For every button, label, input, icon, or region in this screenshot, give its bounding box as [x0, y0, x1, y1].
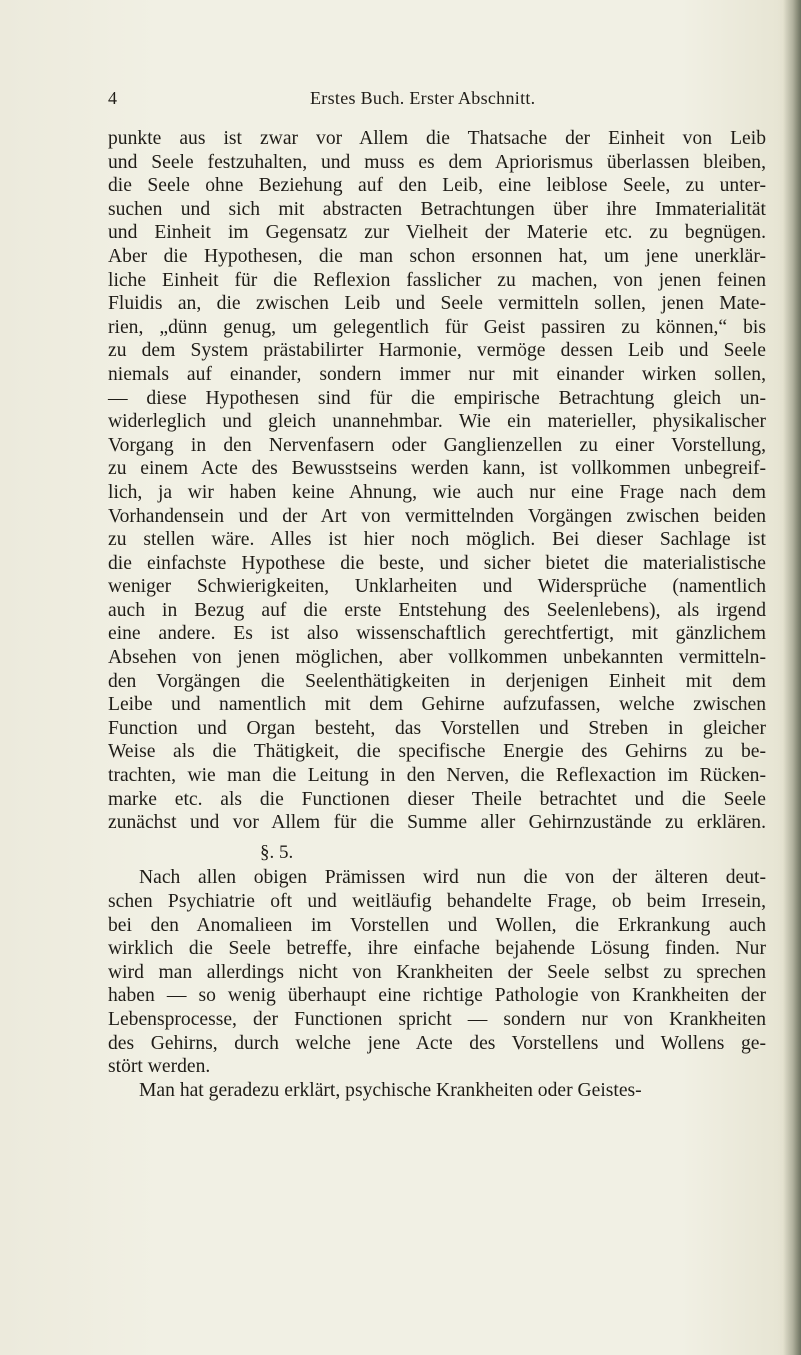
text-line: schen Psychiatrie oft und weitläufig behandelte Frage, ob beim Irresein,: [108, 891, 766, 912]
text-line: liche Einheit für die Reflexion fasslicher zu machen, von jenen feinen: [108, 269, 766, 291]
text-line: Lebensprocesse, der Functionen spricht — sondern nur von Krankheiten: [108, 1008, 766, 1030]
text-line: und Einheit im Gegensatz zur Vielheit der Materie etc. zu begnügen.: [108, 222, 766, 244]
page-edge-shadow: [783, 0, 801, 1355]
text-line: wirklich die Seele betreffe, ihre einfache bejahende Lösung finden. Nur: [108, 938, 766, 960]
text-line: des Gehirns, durch welche jene Acte des Vorstellens und Wollens ge-: [108, 1032, 766, 1054]
text-line: den Vorgängen die Seelenthätigkeiten in derjenigen Einheit mit dem: [108, 670, 766, 692]
running-header: [0, 88, 801, 112]
text-line: — diese Hypothesen sind für die empirische Betrachtung gleich un-: [108, 387, 766, 409]
text-line: stört werden.: [108, 1056, 211, 1078]
text-line: rien, „dünn genug, um gelegentlich für Geist passiren zu können,“ bis: [108, 316, 766, 338]
text-line: bei den Anomalieen im Vorstellen und Wollen, die Erkrankung auch: [108, 914, 766, 936]
text-line: eine andere. Es ist also wissenschaftlich gerechtfertigt, mit gänzlichem: [108, 623, 766, 645]
text-line: Function und Organ besteht, das Vorstellen und Streben in gleicher: [108, 717, 766, 739]
text-line: trachten, wie man die Leitung in den Nerven, die Reflexaction im Rücken-: [108, 765, 766, 787]
text-line: suchen und sich mit abstracten Betrachtungen über ihre Immaterialität: [108, 198, 766, 220]
text-line: punkte aus ist zwar vor Allem die Thatsache der Einheit von Leib: [108, 128, 766, 149]
text-line: weniger Schwierigkeiten, Unklarheiten und Widersprüche (namentlich: [108, 576, 766, 598]
text-line: die einfachste Hypothese die beste, und sicher bietet die materialistische: [108, 552, 766, 574]
text-line: die Seele ohne Beziehung auf den Leib, eine leiblose Seele, zu unter-: [108, 175, 766, 197]
text-line: Absehen von jenen möglichen, aber vollkommen unbekannten vermitteln-: [108, 647, 766, 669]
main-text: [108, 127, 766, 1102]
text-line: zu dem System prästabilirter Harmonie, vermöge dessen Leib und Seele: [108, 340, 766, 362]
text-line: Leibe und namentlich mit dem Gehirne aufzufassen, welche zwischen: [108, 694, 766, 716]
text-line: zunächst und vor Allem für die Summe aller Gehirnzustände zu erklären.: [108, 812, 766, 834]
text-line: widerleglich und gleich unannehmbar. Wie ein materieller, physikalischer: [108, 411, 766, 433]
text-line: wird man allerdings nicht von Krankheiten der Seele selbst zu sprechen: [108, 961, 766, 983]
page-number: 4: [108, 88, 117, 108]
text-line: Vorgang in den Nervenfasern oder Ganglienzellen zu einer Vorstellung,: [108, 434, 766, 456]
text-line: Weise als die Thätigkeit, die specifische Energie des Gehirns zu be-: [108, 741, 766, 763]
text-line: Man hat geradezu erklärt, psychische Krankheiten oder Geistes-: [139, 1079, 642, 1101]
text-line: marke etc. als die Functionen dieser Theile betrachtet und die Seele: [108, 788, 766, 810]
text-line: Vorhandensein und der Art von vermittelnden Vorgängen zwischen beiden: [108, 505, 766, 527]
text-line: niemals auf einander, sondern immer nur mit einander wirken sollen,: [108, 363, 766, 385]
text-line: zu stellen wäre. Alles ist hier noch möglich. Bei dieser Sachlage ist: [108, 529, 766, 551]
section-heading: §. 5.: [260, 841, 294, 863]
text-line: Fluidis an, die zwischen Leib und Seele vermitteln sollen, jenen Mate-: [108, 293, 766, 315]
text-line: zu einem Acte des Bewusstseins werden kann, ist vollkommen unbegreif-: [108, 458, 766, 480]
text-line: auch in Bezug auf die erste Entstehung des Seelenlebens), als irgend: [108, 599, 766, 621]
text-line: und Seele festzuhalten, und muss es dem Apriorismus überlassen bleiben,: [108, 151, 766, 173]
running-title: Erstes Buch. Erster Abschnitt.: [310, 88, 536, 108]
text-line: haben — so wenig überhaupt eine richtige Pathologie von Krankheiten der: [108, 985, 766, 1007]
text-line: Nach allen obigen Prämissen wird nun die von der älteren deut-: [139, 867, 766, 889]
text-line: Aber die Hypothesen, die man schon ersonnen hat, um jene unerklär-: [108, 245, 766, 267]
text-line: lich, ja wir haben keine Ahnung, wie auch nur eine Frage nach dem: [108, 481, 766, 503]
